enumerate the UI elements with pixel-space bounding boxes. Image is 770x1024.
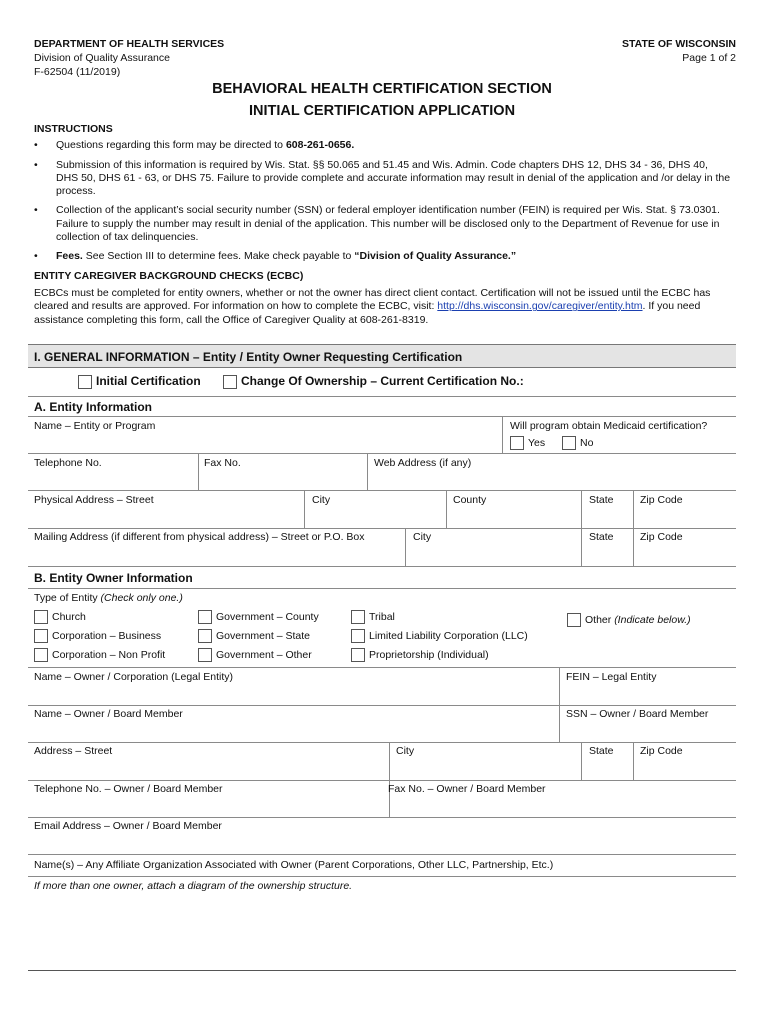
check-payee: “Division of Quality Assurance.” <box>354 250 517 263</box>
divider <box>28 876 736 877</box>
option-label: Corporation – Non Profit <box>52 648 166 661</box>
checkbox[interactable] <box>34 629 48 643</box>
type-label-text: Type of Entity <box>34 592 101 604</box>
owner-address-field[interactable]: Address – Street <box>34 745 113 757</box>
type-gov-county-option[interactable] <box>198 610 319 624</box>
divider <box>198 453 199 490</box>
option-label: Corporation – Business <box>52 629 162 642</box>
fees-label: Fees. <box>56 250 83 263</box>
instructions <box>34 123 732 327</box>
checkbox[interactable] <box>34 610 48 624</box>
divider <box>502 416 503 453</box>
option-label: Government – County <box>216 610 319 623</box>
instruction-bullet-2 <box>34 159 732 199</box>
owner-zip-field[interactable]: Zip Code <box>640 745 683 757</box>
mailing-zip-field[interactable]: Zip Code <box>640 531 683 543</box>
checkbox[interactable] <box>78 375 92 389</box>
owner-email-field[interactable]: Email Address – Owner / Board Member <box>34 820 222 832</box>
type-corp-nonprofit-option[interactable] <box>34 648 165 662</box>
instruction-bullet-1 <box>34 139 732 152</box>
checkbox[interactable] <box>198 648 212 662</box>
dept-name: DEPARTMENT OF HEALTH SERVICES <box>34 38 225 50</box>
divider <box>633 742 634 780</box>
medicaid-no-option[interactable] <box>562 436 593 450</box>
option-label: Government – Other <box>216 648 312 661</box>
checkbox[interactable] <box>198 610 212 624</box>
divider <box>28 854 736 855</box>
divider <box>367 453 368 490</box>
option-label: Other <box>585 613 615 626</box>
checkbox[interactable] <box>510 436 524 450</box>
ecbc-block <box>34 270 732 327</box>
divider <box>28 490 736 491</box>
divider <box>304 490 305 528</box>
physical-state-field[interactable]: State <box>589 494 614 506</box>
division-name: Division of Quality Assurance <box>34 52 170 64</box>
divider <box>581 742 582 780</box>
other-hint: (Indicate below.) <box>614 613 691 626</box>
checkbox[interactable] <box>567 613 581 627</box>
option-label: Church <box>52 610 86 623</box>
bullet-icon: • <box>34 250 38 263</box>
type-other-option[interactable] <box>567 613 691 627</box>
affiliates-field[interactable]: Name(s) – Any Affiliate Organization Associated with Owner (Parent Corporations, Other LLC, Partnership, Etc.) <box>34 859 554 871</box>
page-footer-rule <box>28 970 736 971</box>
instruction-text: Questions regarding this form may be directed to <box>56 139 286 152</box>
owner-fax-field[interactable]: Fax No. – Owner / Board Member <box>388 783 546 795</box>
type-tribal-option[interactable] <box>351 610 395 624</box>
instruction-text: Collection of the applicant’s social security number (SSN) or federal employer identification number (FEIN) is required per Wis. Stat. § 73.0301. Failure to supply the number may result in denial of the application. This number will be disclosed only to the Department of Revenue for use in collection of tax delinquencies. <box>56 204 720 244</box>
county-field[interactable]: County <box>453 494 487 506</box>
entity-name-field[interactable]: Name – Entity or Program <box>34 420 156 432</box>
ecbc-text-1: ECBCs must be completed for entity owners, whether or not the owner has direct client contact. Certification will not be issued until the ECBC has cleared and results are approved. For information on how to complete the ECBC, visit: <box>34 286 711 313</box>
ecbc-link[interactable]: http://dhs.wisconsin.gov/caregiver/entity.htm <box>437 300 643 313</box>
page-number: Page 1 of 2 <box>682 52 736 64</box>
fein-field[interactable]: FEIN – Legal Entity <box>566 671 657 683</box>
checkbox[interactable] <box>198 629 212 643</box>
checkbox[interactable] <box>351 648 365 662</box>
mailing-state-field[interactable]: State <box>589 531 614 543</box>
option-label: Government – State <box>216 629 310 642</box>
option-label: Yes <box>528 436 546 449</box>
type-corp-business-option[interactable] <box>34 629 161 643</box>
owner-telephone-field[interactable]: Telephone No. – Owner / Board Member <box>34 783 223 795</box>
title-line-1: BEHAVIORAL HEALTH CERTIFICATION SECTION <box>212 81 552 97</box>
web-address-field[interactable]: Web Address (if any) <box>374 457 472 469</box>
fax-field[interactable]: Fax No. <box>204 457 241 469</box>
bullet-icon: • <box>34 158 38 171</box>
mailing-address-field[interactable]: Mailing Address (if different from physical address) – Street or P.O. Box <box>34 531 365 543</box>
instructions-heading: INSTRUCTIONS <box>34 123 113 135</box>
divider <box>28 396 736 397</box>
mailing-city-field[interactable]: City <box>413 531 432 543</box>
instruction-bullet-4 <box>34 250 732 263</box>
divider <box>28 667 736 668</box>
option-label: Change Of Ownership – Current Certification No.: <box>241 374 524 388</box>
ssn-field[interactable]: SSN – Owner / Board Member <box>566 708 709 720</box>
option-label: Tribal <box>369 610 395 623</box>
type-gov-state-option[interactable] <box>198 629 310 643</box>
medicaid-question: Will program obtain Medicaid certification? <box>510 420 708 432</box>
owner-city-field[interactable]: City <box>396 745 415 757</box>
initial-certification-option[interactable] <box>78 374 201 389</box>
checkbox[interactable] <box>34 648 48 662</box>
option-label: No <box>580 436 594 449</box>
divider <box>28 416 736 417</box>
checkbox[interactable] <box>562 436 576 450</box>
type-church-option[interactable] <box>34 610 86 624</box>
section-b-title: B. Entity Owner Information <box>34 571 193 585</box>
checkbox[interactable] <box>351 629 365 643</box>
type-hint: (Check only one.) <box>100 592 183 604</box>
checkbox[interactable] <box>351 610 365 624</box>
divider <box>28 588 736 589</box>
ecbc-text <box>34 287 732 327</box>
section-a-title: A. Entity Information <box>34 400 152 414</box>
ownership-note: If more than one owner, attach a diagram of the ownership structure. <box>34 880 353 892</box>
ecbc-text-2: . If you need assistance completing this form, call the Office of Caregiver Quality at 608-261-8319. <box>34 300 701 326</box>
divider <box>28 566 736 567</box>
divider <box>28 528 736 529</box>
physical-city-field[interactable]: City <box>312 494 331 506</box>
medicaid-yes-option[interactable] <box>510 436 545 450</box>
owner-name-field[interactable]: Name – Owner / Corporation (Legal Entity) <box>34 671 234 683</box>
form-number: F-62504 (11/2019) <box>34 66 121 78</box>
divider <box>28 817 736 818</box>
divider <box>28 705 736 706</box>
physical-street-field[interactable]: Physical Address – Street <box>34 494 154 506</box>
bullet-icon: • <box>34 204 38 217</box>
instruction-text: See Section III to determine fees. Make check payable to <box>82 250 355 263</box>
type-llc-option[interactable] <box>351 629 528 643</box>
contact-phone: 608-261-0656. <box>285 139 355 152</box>
physical-zip-field[interactable]: Zip Code <box>640 494 683 506</box>
type-gov-other-option[interactable] <box>198 648 312 662</box>
divider <box>28 453 736 454</box>
divider <box>446 490 447 528</box>
option-label: Initial Certification <box>96 374 201 388</box>
header-left <box>34 37 224 79</box>
entity-type-label <box>34 592 183 604</box>
option-label: Limited Liability Corporation (LLC) <box>369 629 528 642</box>
form-title <box>28 78 736 122</box>
option-label: Proprietorship (Individual) <box>369 648 489 661</box>
owner-state-field[interactable]: State <box>589 745 614 757</box>
ecbc-heading: ENTITY CAREGIVER BACKGROUND CHECKS (ECBC) <box>34 269 304 282</box>
divider <box>405 528 406 566</box>
type-proprietorship-option[interactable] <box>351 648 489 662</box>
telephone-field[interactable]: Telephone No. <box>34 457 102 469</box>
divider <box>28 780 736 781</box>
bullet-icon: • <box>34 139 38 152</box>
checkbox[interactable] <box>223 375 237 389</box>
instruction-text: Submission of this information is required by Wis. Stat. §§ 50.065 and 51.45 and Wis. Admin. Code chapters DHS 12, DHS 34 - 36, DHS 40, DHS 50, DHS 61 - 63, or DHS 75. Failure to provide complete and accurate information may result in denial of the application and /or delay in the process. <box>56 158 731 198</box>
state-name: STATE OF WISCONSIN <box>622 38 736 50</box>
change-of-ownership-option[interactable] <box>223 374 524 389</box>
section-1-header: I. GENERAL INFORMATION – Entity / Entity Owner Requesting Certification <box>28 344 736 368</box>
title-line-2: INITIAL CERTIFICATION APPLICATION <box>248 103 516 119</box>
instruction-bullet-3 <box>34 204 732 244</box>
divider <box>28 742 736 743</box>
owner-board-member-field[interactable]: Name – Owner / Board Member <box>34 708 183 720</box>
header-right <box>622 37 736 65</box>
